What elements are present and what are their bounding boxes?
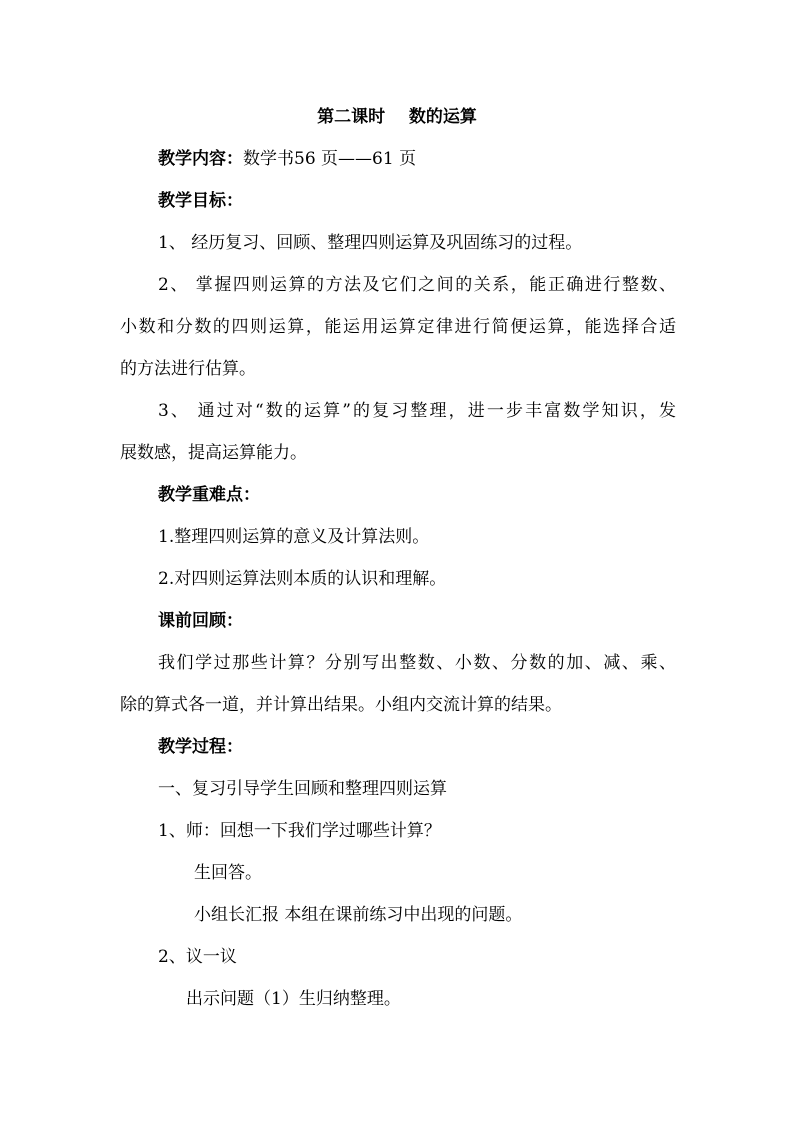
objectives-heading: 教学目标：	[158, 191, 243, 211]
difficulty-heading: 教学重难点：	[158, 485, 260, 505]
difficulty-item-1: 1.整理四则运算的意义及计算法则。	[158, 527, 430, 547]
objective-item-2-line-3: 的方法进行估算。	[120, 359, 256, 379]
review-heading: 课前回顾：	[158, 611, 243, 631]
process-step-1-report: 小组长汇报 本组在课前练习中出现的问题。	[194, 905, 523, 925]
teaching-content-label: 教学内容：	[158, 149, 243, 169]
objective-item-2-line-1: 2、 掌握四则运算的方法及它们之间的关系，能正确进行整数、	[158, 275, 676, 295]
teaching-content-value: 数学书56 页——61 页	[243, 149, 417, 169]
page-title: 第二课时 数的运算	[317, 107, 477, 127]
objective-item-3-line-2: 展数感，提高运算能力。	[120, 443, 307, 463]
process-step-1: 1、师：回想一下我们学过哪些计算？	[158, 821, 441, 841]
review-line-2: 除的算式各一道，并计算出结果。小组内交流计算的结果。	[120, 695, 562, 715]
review-line-1: 我们学过那些计算？分别写出整数、小数、分数的加、减、乘、	[158, 653, 676, 673]
process-step-2: 2、议一议	[158, 947, 237, 967]
objective-item-1: 1、 经历复习、回顾、整理四则运算及巩固练习的过程。	[158, 233, 583, 253]
process-heading: 教学过程：	[158, 737, 243, 757]
objective-item-2-line-2: 小数和分数的四则运算，能运用运算定律进行简便运算，能选择合适	[120, 317, 676, 337]
difficulty-item-2: 2.对四则运算法则本质的认识和理解。	[158, 569, 447, 589]
process-section-1: 一、复习引导学生回顾和整理四则运算	[158, 779, 447, 799]
process-step-2-question: 出示问题（1）生归纳整理。	[186, 989, 401, 1009]
process-step-1-answer: 生回答。	[194, 863, 262, 883]
teaching-content-line	[158, 148, 416, 170]
objective-item-3-line-1: 3、 通过对“数的运算”的复习整理，进一步丰富数学知识，发	[158, 401, 676, 421]
